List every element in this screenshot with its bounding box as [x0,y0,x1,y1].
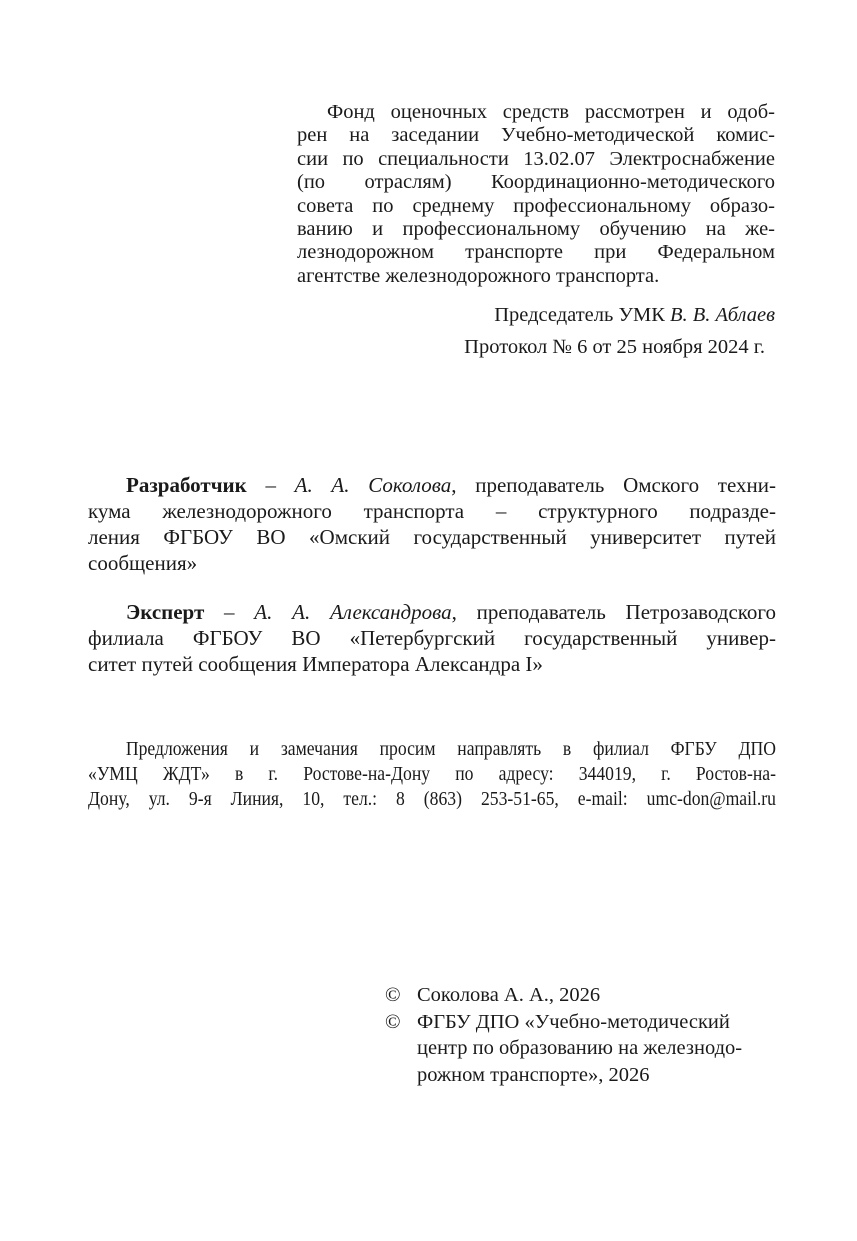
expert-paragraph [88,599,776,677]
expert-line: ситет путей сообщения Императора Александра I» [88,652,543,676]
copyright-entry [385,982,785,1009]
contact-block [88,737,776,812]
developer-name: А. А. Соколова [294,473,452,497]
contact-line: «УМЦ ЖДТ» в г. Ростове-на-Дону по адресу: 344019, г. Ростов-на- [88,763,776,785]
approval-line: (по отраслям) Координационно-методического [297,171,775,194]
chair-line [297,299,775,331]
approval-block [297,101,775,363]
contact-paragraph [88,737,776,812]
developer-line [88,472,776,498]
expert-name: А. А. Александрова [254,600,452,624]
developer-line: кума железнодорожного транспорта – структурного подразде- [88,499,776,523]
copyright-symbol: © [385,1010,401,1033]
approval-line: совета по среднему профессиональному образо- [297,194,775,217]
copyright-line [385,982,785,1009]
copyright-block [385,982,785,1088]
developer-paragraph [88,472,776,576]
developer-line: сообщения» [88,551,198,575]
copyright-entry [385,1009,785,1089]
expert-separator: – [204,600,255,624]
chair-name: В. В. Аблаев [670,304,775,327]
developer-role: Разработчик [126,473,247,497]
approval-line: сии по специальности 13.02.07 Электроснабжение [297,147,775,170]
developer-title: , преподаватель Омского техни- [451,473,776,497]
expert-title: , преподаватель Петрозаводского [451,600,776,624]
copyright-text: Соколова А. А., 2026 [417,984,601,1006]
approval-line: Фонд оценочных средств рассмотрен и одоб- [327,101,775,123]
protocol-line: Протокол № 6 от 25 ноября 2024 г. [464,336,765,359]
copyright-text: ФГБУ ДПО «Учебно-методический [417,1010,730,1033]
expert-line: филиала ФГБОУ ВО «Петербургский государственный универ- [88,626,776,650]
copyright-line: рожном транспорте», 2026 [417,1063,650,1086]
copyright-symbol: © [385,984,401,1006]
copyright-line: центр по образованию на железнодо- [417,1037,743,1059]
developer-line: ления ФГБОУ ВО «Омский государственный университет путей [88,525,776,549]
expert-line [88,599,776,625]
approval-line: ванию и профессиональному обучению на же- [297,218,775,241]
credits-block [88,472,776,677]
developer-separator: – [246,473,295,497]
chair-label: Председатель УМК [494,304,665,327]
contact-line: Предложения и замечания просим направлять в филиал ФГБУ ДПО [125,738,777,760]
approval-line: лезнодорожном транспорте при Федеральном [297,241,775,264]
contact-line: Дону, ул. 9-я Линия, 10, тел.: 8 (863) 253-51-65, e-mail: umc-don@mail.ru [88,788,776,810]
copyright-line [385,1009,785,1036]
expert-role: Эксперт [126,600,205,624]
approval-line: агентстве железнодорожного транспорта. [297,264,660,287]
approval-line: рен на заседании Учебно-методической комис- [297,124,775,147]
